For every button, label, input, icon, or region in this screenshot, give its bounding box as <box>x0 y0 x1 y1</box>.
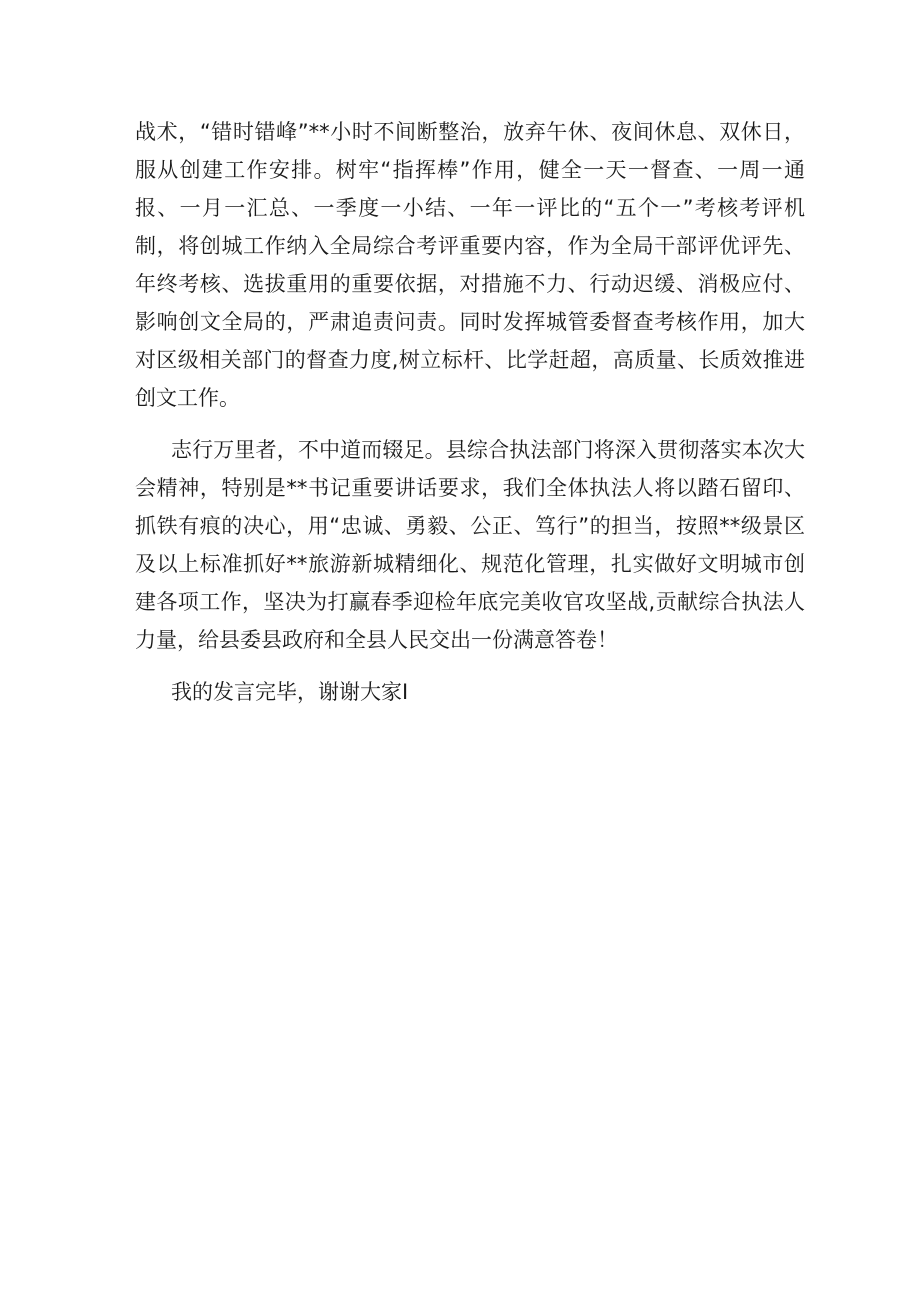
paragraph-closing: 我的发言完毕，谢谢大家I <box>171 680 409 704</box>
paragraph-resolution: 志行万里者，不中道而辍足。县综合执法部门将深入贯彻落实本次大会精神，特别是**书记重要讲话要求，我们全体执法人将以踏石留印、抓铁有痕的决心，用“忠诚、勇毅、公正、笃行”的担当，按照**级景区及以上标准抓好**旅游新城精细化、规范化管理，扎实做好文明城市创建各项工作，坚决为打赢春季迎检年底完美收官攻坚战,贡献综合执法人力量，给县委县政府和全县人民交出一份满意答卷！ <box>135 438 805 652</box>
paragraph-continuation: 战术，“错时错峰”**小时不间断整治，放弃午休、夜间休息、双休日，服从创建工作安排。树牢“指挥棒”作用，健全一天一督查、一周一通报、一月一汇总、一季度一小结、一年一评比的“五个一”考核考评机制，将创城工作纳入全局综合考评重要内容，作为全局干部评优评先、年终考核、选拔重用的重要依据，对措施不力、行动迟缓、消极应付、影响创文全局的，严肃追责问责。同时发挥城管委督查考核作用，加大对区级相关部门的督查力度,树立标杆、比学赶超，高质量、长质效推进创文工作。 <box>135 120 805 410</box>
document-body <box>135 113 805 725</box>
